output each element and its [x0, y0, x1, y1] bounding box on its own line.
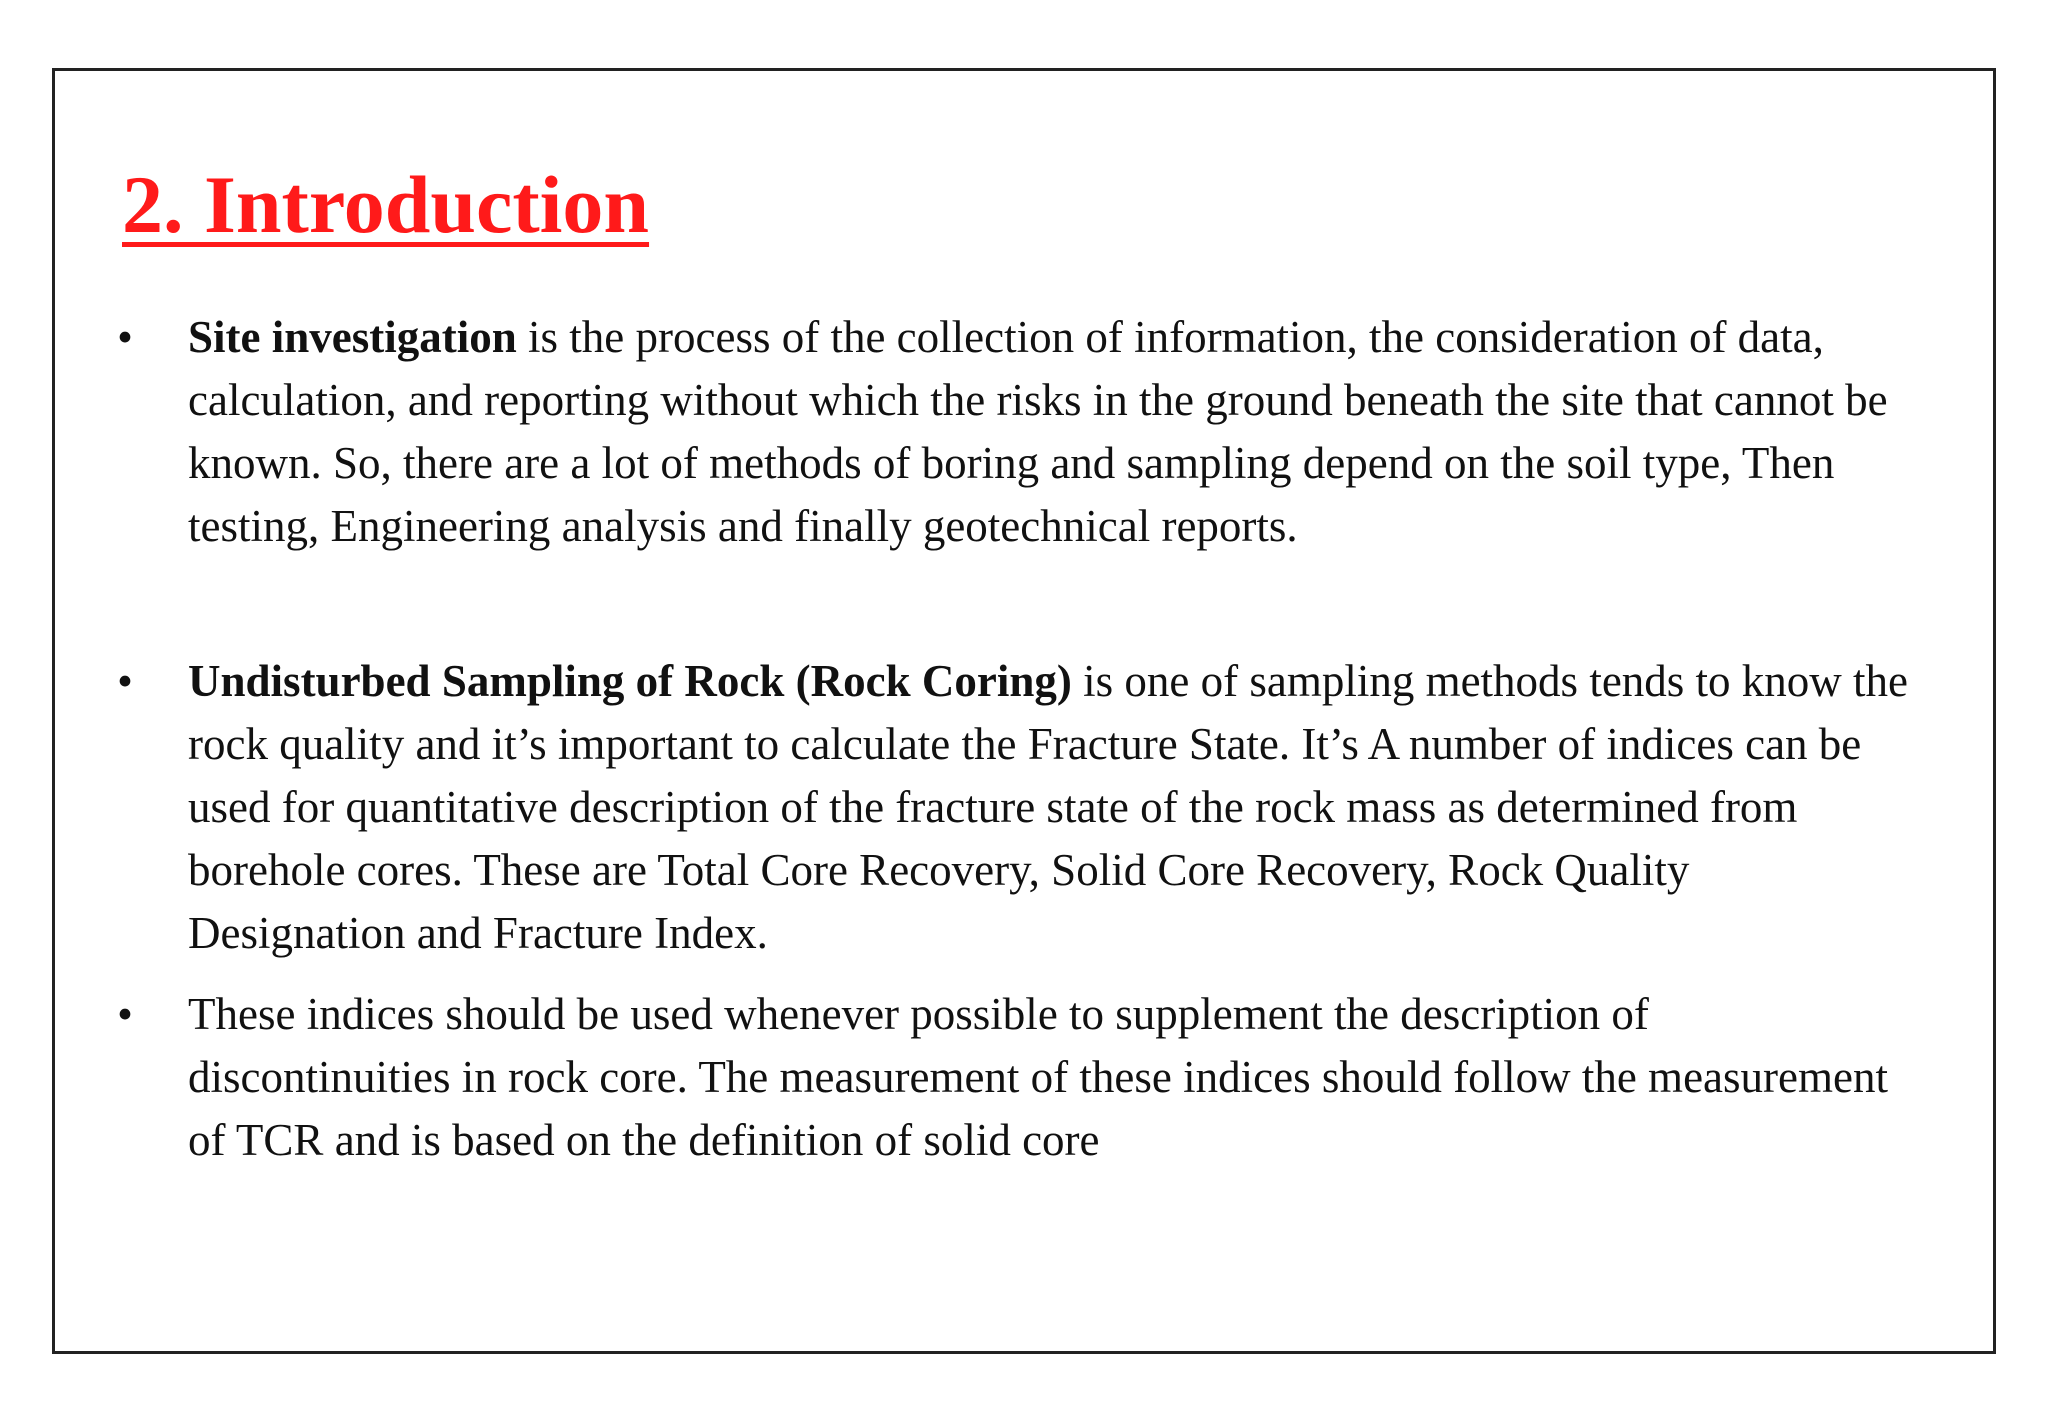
bullet-item-rock-coring	[110, 650, 1910, 965]
bullet-body: These indices should be used whenever possible to supplement the description of discontinuities in rock core. The measurement of these indices should follow the measurement of TCR and is based on the definition of solid core	[188, 989, 1888, 1165]
bullet-bold-term: Site investigation	[188, 312, 517, 362]
slide-heading: 2. Introduction	[122, 159, 650, 250]
bullet-item-site-investigation	[110, 306, 1910, 558]
bullet-dot-icon: •	[117, 989, 133, 1039]
bullet-text	[188, 306, 1910, 558]
bullet-text	[188, 983, 1910, 1172]
bullet-list	[110, 306, 1910, 1172]
bullet-item-indices	[110, 983, 1910, 1172]
bullet-dot-icon: •	[117, 312, 133, 362]
bullet-dot-icon: •	[117, 656, 133, 706]
bullet-bold-term: Undisturbed Sampling of Rock (Rock Coring)	[188, 656, 1072, 706]
bullet-text	[188, 650, 1910, 965]
bullet-body: is one of sampling methods tends to know the rock quality and it’s important to calculate the Fracture State. It’s A number of indices can be used for quantitative description of the fracture state of the rock mass as determined from borehole cores. These are Total Core Recovery, Solid Core Recovery, Rock Quality Designation and Fracture Index.	[188, 656, 1909, 958]
bullet-body: is the process of the collection of information, the consideration of data, calculation, and reporting without which the risks in the ground beneath the site that cannot be known. So, there are a lot of methods of boring and sampling depend on the soil type, Then testing, Engineering analysis and finally geotechnical reports.	[188, 312, 1888, 551]
